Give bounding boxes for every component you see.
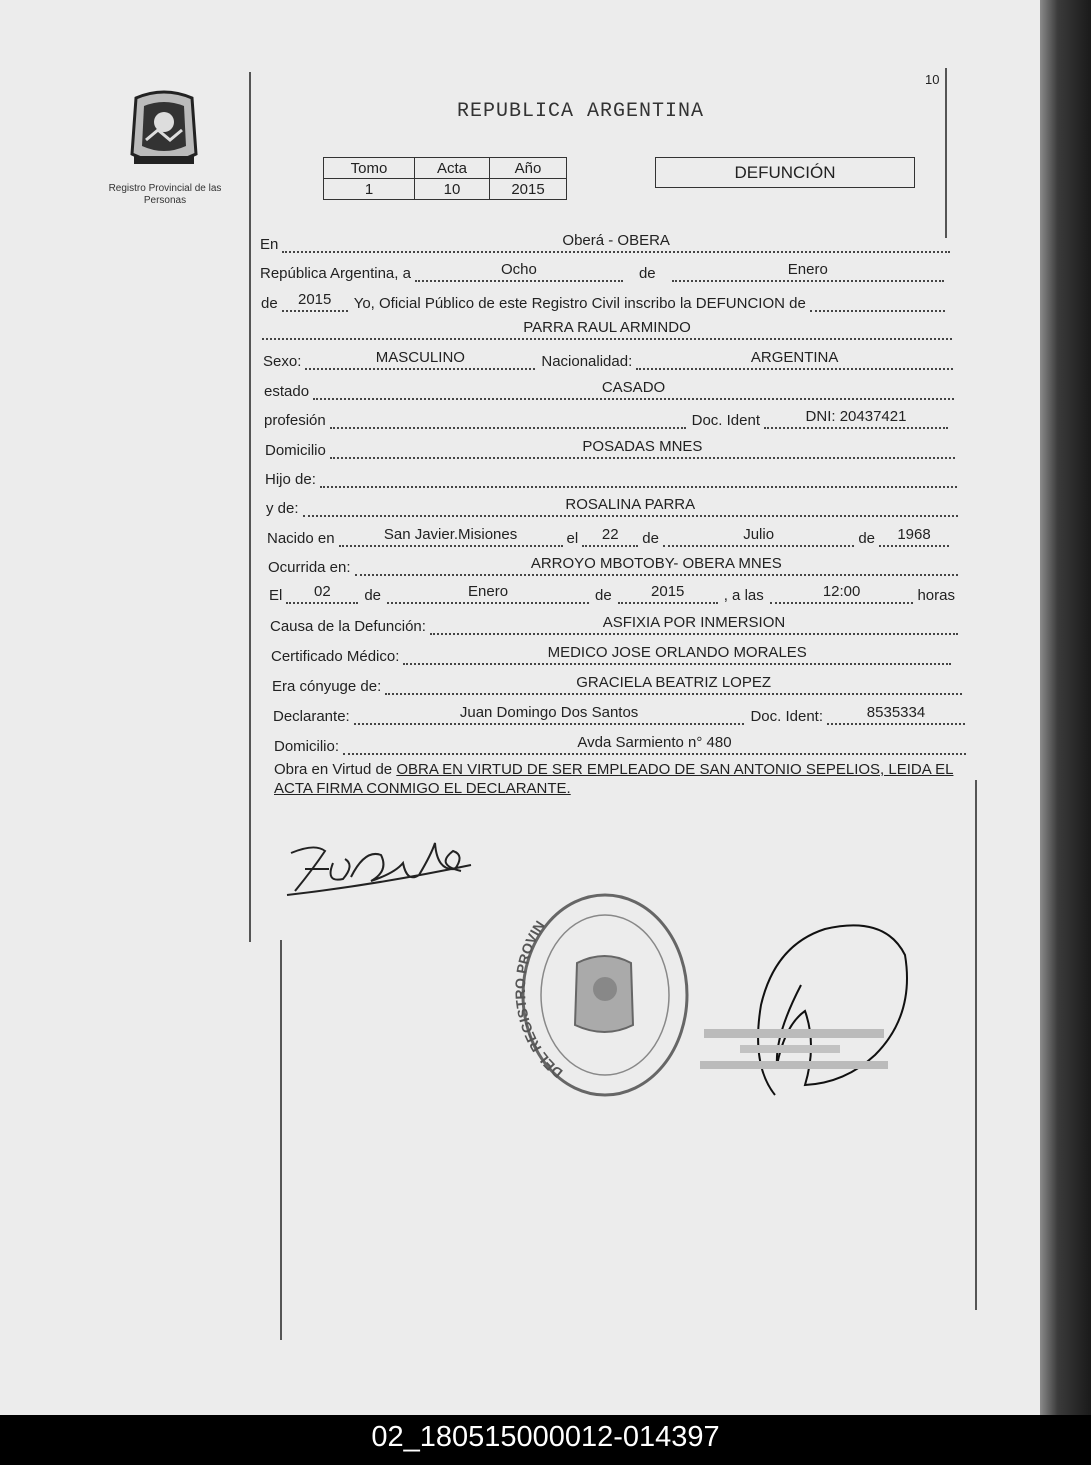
field-madre: ROSALINA PARRA	[303, 497, 958, 517]
image-caption: 02_180515000012-014397	[0, 1415, 1091, 1465]
field-domicilio: POSADAS MNES	[330, 439, 955, 459]
row-inscribo	[261, 292, 945, 312]
row-sexo	[263, 350, 953, 370]
obra-text	[274, 760, 974, 798]
label-de2: de	[261, 295, 278, 312]
left-margin-line	[249, 72, 251, 942]
label-obra: Obra en Virtud de	[274, 761, 393, 778]
field-def-hora: 12:00	[770, 584, 914, 604]
label-republica: República Argentina, a	[260, 265, 411, 282]
row-estado	[264, 380, 954, 400]
field-certificado: MEDICO JOSE ORLANDO MORALES	[403, 645, 951, 665]
declarant-signature	[285, 825, 475, 910]
page-number: 10	[925, 72, 940, 87]
label-ocurrida: Ocurrida en:	[268, 559, 351, 576]
header-acta: Acta	[415, 158, 490, 179]
row-fecha	[260, 262, 944, 282]
field-nacido: San Javier.Misiones	[339, 527, 563, 547]
field-def-mes: Enero	[387, 584, 589, 604]
field-def-anio: 2015	[618, 584, 718, 604]
label-de4: de	[858, 530, 875, 547]
field-profesion	[330, 409, 686, 429]
label-en: En	[260, 236, 279, 253]
record-type-box: DEFUNCIÓN	[655, 157, 915, 188]
field-inscribo-blank	[810, 292, 945, 312]
label-nacido: Nacido en	[267, 530, 335, 547]
field-sexo: MASCULINO	[305, 350, 535, 370]
label-domicilio2: Domicilio:	[274, 738, 340, 755]
label-de3: de	[642, 530, 659, 547]
provincial-seal-logo	[118, 84, 210, 181]
field-ocurrida: ARROYO MBOTOBY- OBERA MNES	[355, 556, 958, 576]
header-anio: Año	[490, 158, 567, 179]
field-dia: Ocho	[415, 262, 623, 282]
row-decl-domicilio	[274, 735, 966, 755]
row-declarante	[273, 705, 965, 725]
label-el: el	[566, 530, 579, 547]
label-estado: estado	[264, 383, 310, 400]
row-fecha-defuncion	[269, 584, 959, 604]
row-hijo	[265, 468, 957, 488]
official-stamp-ghost	[700, 1025, 890, 1080]
field-nac-mes: Julio	[663, 527, 854, 547]
label-certificado: Certificado Médico:	[271, 648, 400, 665]
label-yde: y de:	[266, 500, 299, 517]
field-conyuge: GRACIELA BEATRIZ LOPEZ	[385, 675, 962, 695]
label-de1: de	[638, 265, 656, 282]
field-estado: CASADO	[313, 380, 954, 400]
value-tomo: 1	[324, 179, 415, 200]
field-obra: OBRA EN VIRTUD DE SER EMPLEADO DE SAN ANTONIO SEPELIOS, LEIDA EL ACTA FIRMA CONMIGO EL DECLARANTE.	[274, 761, 954, 797]
row-en	[260, 233, 950, 253]
field-def-dia: 02	[286, 584, 358, 604]
field-decl-doc: 8535334	[827, 705, 965, 725]
label-inscribo: Yo, Oficial Público de este Registro Civil inscribo la DEFUNCION de	[353, 295, 806, 312]
label-hijo: Hijo de:	[265, 471, 316, 488]
label-sexo: Sexo:	[263, 353, 302, 370]
value-acta: 10	[415, 179, 490, 200]
label-de5: de	[364, 587, 382, 604]
label-doc: Doc. Ident	[691, 412, 760, 429]
row-nacido	[267, 527, 949, 547]
header-tomo: Tomo	[324, 158, 415, 179]
label-domicilio: Domicilio	[265, 442, 326, 459]
registry-round-stamp	[515, 885, 695, 1110]
field-mes: Enero	[672, 262, 944, 282]
row-certificado	[271, 645, 951, 665]
field-anio: 2015	[282, 292, 348, 312]
field-en: Oberá - OBERA	[282, 233, 950, 253]
binder-edge	[1040, 0, 1091, 1415]
registry-name: Registro Provincial de las Personas	[108, 183, 222, 206]
row-ocurrida	[268, 556, 958, 576]
label-de6: de	[595, 587, 612, 604]
official-signature	[705, 915, 915, 1120]
row-profesion	[264, 409, 948, 429]
inner-margin-line	[280, 940, 282, 1340]
field-causa: ASFIXIA POR INMERSION	[430, 615, 958, 635]
label-declarante: Declarante:	[273, 708, 350, 725]
label-conyuge: Era cónyuge de:	[272, 678, 382, 695]
label-horas: horas	[917, 587, 955, 604]
stamp-ring-text: DEL REGIS ROVIN	[515, 917, 566, 1082]
document-title: REPUBLICA ARGENTINA	[457, 100, 705, 123]
row-conyuge	[272, 675, 962, 695]
field-nac-anio: 1968	[879, 527, 949, 547]
label-nacionalidad: Nacionalidad:	[541, 353, 633, 370]
value-anio: 2015	[490, 179, 567, 200]
field-declarante: Juan Domingo Dos Santos	[354, 705, 745, 725]
field-nac-dia: 22	[582, 527, 638, 547]
label-decl-doc: Doc. Ident:	[750, 708, 823, 725]
record-table	[323, 157, 567, 200]
right-margin-line-lower	[975, 780, 977, 1310]
row-nombre	[262, 320, 952, 340]
label-alas: , a las	[723, 587, 764, 604]
label-el2: El	[269, 587, 283, 604]
label-causa: Causa de la Defunción:	[270, 618, 426, 635]
field-hijo	[320, 468, 957, 488]
label-profesion: profesión	[264, 412, 326, 429]
field-doc: DNI: 20437421	[764, 409, 948, 429]
row-causa	[270, 615, 958, 635]
field-decl-domicilio: Avda Sarmiento n° 480	[343, 735, 966, 755]
row-madre	[266, 497, 958, 517]
field-nacionalidad: ARGENTINA	[636, 350, 953, 370]
right-margin-line	[945, 68, 947, 238]
field-nombre: PARRA RAUL ARMINDO	[262, 320, 952, 340]
row-domicilio	[265, 439, 955, 459]
